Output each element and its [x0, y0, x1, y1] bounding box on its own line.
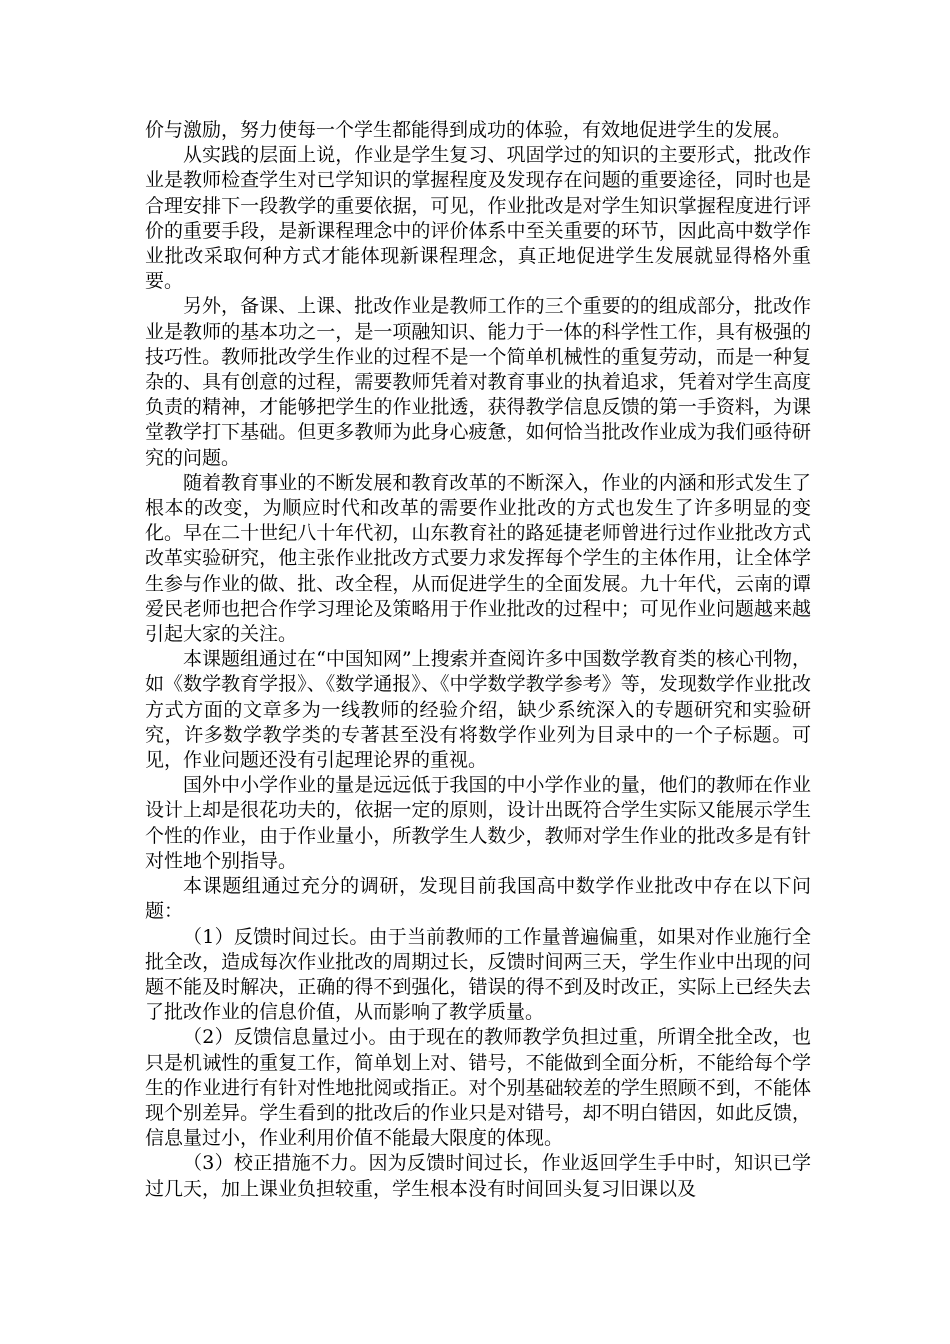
paragraph-practice: 从实践的层面上说，作业是学生复习、巩固学过的知识的主要形式，批改作业是教师检查学生对已学知识的掌握程度及发现存在问题的重要途径，同时也是合理安排下一段教学的重要依据，可见，作业批改是对学生知识掌握程度进行评价的重要手段，是新课程理念中的评价体系中至关重要的环节，因此高中数学作业批改采取何种方式才能体现新课程理念，真正地促进学生发展就显得格外重要。 — [145, 144, 811, 293]
paragraph-problem-1: （1）反馈时间过长。由于当前教师的工作量普遍偏重，如果对作业施行全批全改，造成每次作业批改的周期过长，反馈时间两三天，学生作业中出现的问题不能及时解决，正确的得不到强化，错误的得不到及时改正，实际上已经失去了批改作业的信息价值，从而影响了教学质量。 — [145, 925, 811, 1024]
paragraph-problem-2: （2）反馈信息量过小。由于现在的教师教学负担过重，所谓全批全改，也只是机诫性的重复工作，简单划上对、错号，不能做到全面分析，不能给每个学生的作业进行有针对性地批阅或指正。对个别基础较差的学生照顾不到，不能体现个别差异。学生看到的批改后的作业只是对错号，却不明白错因，如此反馈，信息量过小，作业利用价值不能最大限度的体现。 — [145, 1026, 811, 1150]
paragraph-cnki-search: 本课题组通过在“中国知网”上搜索并查阅许多中国数学教育类的核心刊物，如《数学教育学报》、《数学通报》、《中学数学教学参考》等，发现数学作业批改方式方面的文章多为一线教师的经验介绍，缺少系统深入的专题研究和实验研究，许多数学教学类的专著甚至没有将数学作业列为目录中的一个子标题。可见，作业问题还没有引起理论界的重视。 — [145, 648, 811, 772]
paragraph-lesson-preparation: 另外，备课、上课、批改作业是教师工作的三个重要的的组成部分，批改作业是教师的基本功之一，是一项融知识、能力于一体的科学性工作，具有极强的技巧性。教师批改学生作业的过程不是一个简单机械性的重复劳动，而是一种复杂的、具有创意的过程，需要教师凭着对教育事业的执着追求，凭着对学生高度负责的精神，才能够把学生的作业批透，获得教学信息反馈的第一手资料，为课堂教学打下基础。但更多教师为此身心疲惫，如何恰当批改作业成为我们亟待研究的问题。 — [145, 295, 811, 469]
paragraph-foreign-practice: 国外中小学作业的量是远远低于我国的中小学作业的量，他们的教师在作业设计上却是很花功夫的，依据一定的原则，设计出既符合学生实际又能展示学生个性的作业，由于作业量小，所教学生人数少，教师对学生作业的批改多是有针对性地个别指导。 — [145, 774, 811, 872]
paragraph-problem-3: （3）校正措施不力。因为反馈时间过长，作业返回学生手中时，知识已学过几天，加上课业负担较重，学生根本没有时间回头复习旧课以及 — [145, 1152, 811, 1200]
document-page — [145, 118, 811, 1202]
paragraph-reform-history: 随着教育事业的不断发展和教育改革的不断深入，作业的内涵和形式发生了根本的改变，为顺应时代和改革的需要作业批改的方式也发生了许多明显的变化。早在二十世纪八十年代初，山东教育社的路延捷老师曾进行过作业批改方式改革实验研究，他主张作业批改方式要力求发挥每个学生的主体作用，让全体学生参与作业的做、批、改全程，从而促进学生的全面发展。九十年代，云南的谭爱民老师也把合作学习理论及策略用于作业批改的过程中；可见作业问题越来越引起大家的关注。 — [145, 471, 811, 646]
paragraph-continuation: 价与激励，努力使每一个学生都能得到成功的体验，有效地促进学生的发展。 — [145, 119, 792, 141]
paragraph-problems-intro: 本课题组通过充分的调研，发现目前我国高中数学作业批改中存在以下问题： — [145, 875, 811, 923]
